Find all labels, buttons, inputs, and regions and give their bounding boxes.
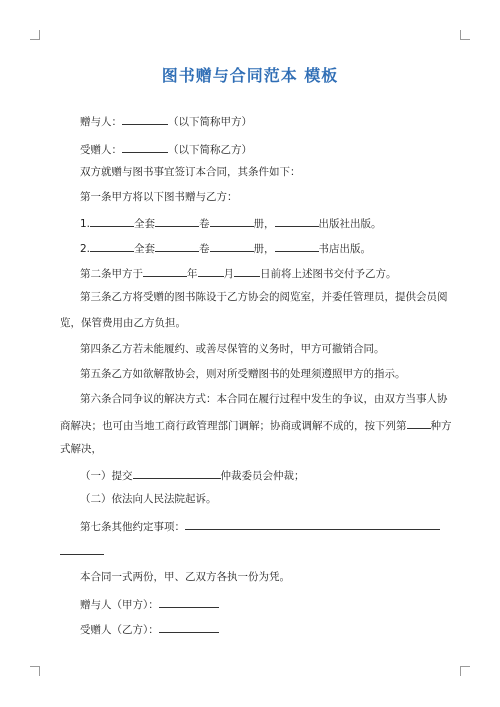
item-2-blank-b[interactable]	[155, 240, 199, 252]
item-1-blank-b[interactable]	[155, 215, 199, 227]
article-6-text-b: 种方	[430, 420, 452, 432]
recipient-signature-blank[interactable]	[159, 621, 219, 633]
item-2-number: 2.	[80, 243, 91, 255]
article-2	[80, 265, 397, 281]
article-4: 第四条乙方若未能履约、或善尽保管的义务时，甲方可撤销合同。	[80, 343, 385, 355]
article-6-line-3: 式解决，	[60, 443, 102, 455]
article-2-month-blank[interactable]	[198, 265, 224, 277]
donor-signature-label: 赠与人（甲方）：	[80, 599, 159, 611]
article-3-line-2: 览，保管费用由乙方负担。	[60, 317, 186, 329]
article-2-text-d: 日前将上述图书交付予乙方。	[260, 268, 397, 280]
recipient-note: （以下简称乙方）	[168, 144, 252, 156]
article-2-year: 年	[187, 268, 198, 280]
recipient-label: 受赠人：	[80, 144, 122, 156]
donor-signature-blank[interactable]	[159, 596, 219, 608]
crop-mark-top-left	[30, 30, 40, 40]
article-6-line-1: 第六条合同争议的解决方式：本合同在履行过程中发生的争议，由双方当事人协	[80, 393, 448, 405]
recipient-signature-label: 受赠人（乙方）：	[80, 624, 159, 636]
article-2-text-a: 第二条甲方于	[80, 268, 143, 280]
item-2-set: 全套	[134, 243, 156, 255]
recipient-line	[80, 141, 252, 157]
intro-text: 双方就赠与图书事宜签订本合同，其条件如下：	[80, 166, 301, 178]
article-6-text-a: 商解决；也可由当地工商行政管理部门调解；协商或调解不成的，按下列第	[60, 420, 407, 432]
book-item-1	[80, 215, 382, 231]
item-1-volume: 卷	[199, 218, 210, 230]
item-1-blank-c[interactable]	[210, 215, 254, 227]
item-2-volume: 卷	[199, 243, 210, 255]
donor-note: （以下简称甲方）	[168, 116, 252, 128]
item-2-blank-c[interactable]	[210, 240, 254, 252]
article-6-option-blank[interactable]	[407, 417, 431, 429]
option-1-text-b: 仲裁委员会仲裁；	[220, 470, 305, 482]
donor-blank[interactable]	[122, 113, 168, 125]
option-1-arbitration-blank[interactable]	[133, 467, 221, 479]
item-2-blank-d[interactable]	[275, 240, 319, 252]
option-1-text-a: （一）提交	[80, 470, 133, 482]
crop-mark-bottom-left	[30, 666, 40, 676]
article-7-label: 第七条其他约定事项：	[80, 521, 185, 533]
item-2-copies: 册，	[253, 243, 275, 255]
article-7	[80, 518, 440, 534]
donor-label: 赠与人：	[80, 116, 122, 128]
recipient-signature	[80, 621, 219, 637]
article-7-blank-line-2[interactable]	[60, 554, 104, 555]
item-1-publisher: 出版社出版。	[318, 218, 382, 230]
article-7-blank-line-1[interactable]	[185, 518, 440, 530]
item-2-blank-a[interactable]	[90, 240, 134, 252]
option-2: （二）依法向人民法院起诉。	[80, 493, 217, 505]
article-6-line-2	[60, 417, 452, 433]
item-1-blank-d[interactable]	[275, 215, 319, 227]
item-1-number: 1.	[80, 218, 91, 230]
article-5: 第五条乙方如欲解散协会，则对所受赠图书的处理须遵照甲方的指示。	[80, 368, 406, 380]
document-title: 图书赠与合同范本 模板	[161, 66, 339, 85]
recipient-blank[interactable]	[122, 141, 168, 153]
crop-mark-top-right	[460, 30, 470, 40]
item-1-copies: 册，	[253, 218, 275, 230]
article-2-year-blank[interactable]	[143, 265, 187, 277]
option-1	[80, 467, 305, 483]
closing-text: 本合同一式两份，甲、乙双方各执一份为凭。	[80, 571, 290, 583]
crop-mark-bottom-right	[460, 666, 470, 676]
donor-signature	[80, 596, 219, 612]
item-2-publisher: 书店出版。	[318, 243, 372, 255]
item-1-blank-a[interactable]	[90, 215, 134, 227]
article-3-line-1: 第三条乙方将受赠的图书陈设于乙方协会的阅览室，并委任管理员，提供会员阅	[80, 291, 448, 303]
article-2-day-blank[interactable]	[234, 265, 260, 277]
donor-line	[80, 113, 252, 129]
item-1-set: 全套	[134, 218, 156, 230]
article-1: 第一条甲方将以下图书赠与乙方：	[80, 191, 238, 203]
book-item-2	[80, 240, 371, 256]
article-2-month: 月	[223, 268, 234, 280]
